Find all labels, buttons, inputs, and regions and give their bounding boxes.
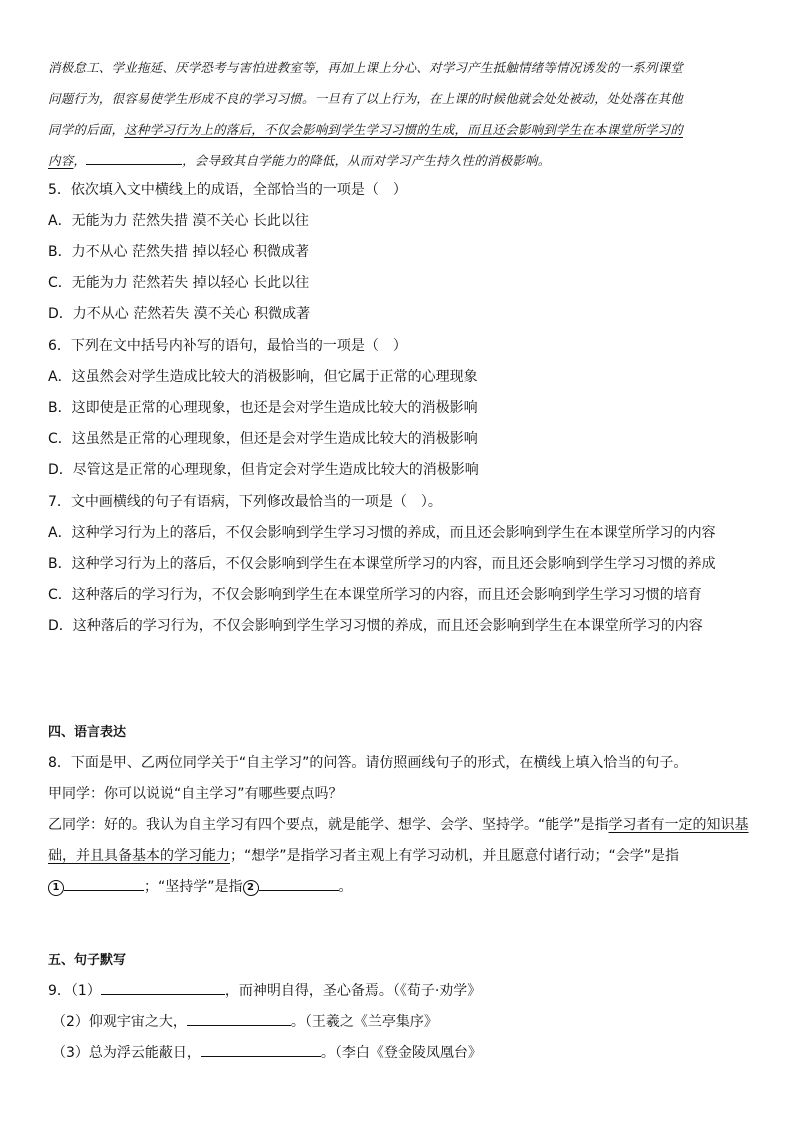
dialogue-text: ；“坚持学”是指 (144, 879, 243, 895)
underlined-model-sentence: 学习者有一定的知识基 (608, 817, 749, 833)
question-stem: 5．依次填入文中横线上的成语，全部恰当的一项是（ ） (48, 182, 407, 198)
question-9-3 (52, 1042, 482, 1062)
question-text: ，而神明自得，圣心备焉。（《荀子·劝学》 (224, 983, 482, 999)
question-text: （3）总为浮云能蔽日， (52, 1045, 201, 1061)
underlined-model-sentence-end: 础，并且具备基本的学习能力 (48, 848, 230, 864)
answer-blank-1[interactable] (64, 876, 144, 891)
option-d[interactable]: D．力不从心 茫然若失 漠不关心 积微成著 (48, 306, 311, 322)
question-label: 9．（1） (48, 983, 101, 999)
option-c[interactable]: C．无能为力 茫然若失 掉以轻心 长此以往 (48, 275, 310, 291)
option-b[interactable]: B．力不从心 茫然失措 掉以轻心 积微成著 (48, 244, 309, 260)
answer-blank[interactable] (201, 1042, 321, 1057)
answer-blank[interactable] (101, 980, 225, 995)
dialogue-text: 。 (338, 879, 353, 895)
option-b[interactable]: B．这即使是正常的心理现象，也还是会对学生造成比较大的消极影响 (48, 400, 478, 416)
question-8-stem: 8．下面是甲、乙两位同学关于“自主学习”的问答。请仿照画线句子的形式，在横线上填入恰当的句子。 (48, 755, 688, 771)
dialogue-text: 乙同学：好的。我认为自主学习有四个要点，就是能学、想学、会学、坚持学。“能学”是指 (48, 817, 609, 833)
section-title: 四、语言表达 (48, 725, 127, 740)
dialogue-yi-line-2 (48, 845, 679, 865)
passage-line-2: 问题行为，很容易使学生形成不良的学习习惯。一旦有了以上行为，在上课的时候他就会处处被动，处处落在其他 (48, 91, 684, 106)
option-a[interactable]: A．这种学习行为上的落后，不仅会影响到学生学习习惯的养成，而且还会影响到学生在本课堂所学习的内容 (48, 525, 716, 541)
question-9-1 (48, 980, 481, 1000)
circled-number-1: 1 (48, 880, 64, 896)
question-stem: 6．下列在文中括号内补写的语句，最恰当的一项是（ ） (48, 338, 407, 354)
underlined-sentence: 这种学习行为上的落后，不仅会影响到学生学习习惯的生成，而且还会影响到学生在本课堂所学习的 (124, 122, 684, 137)
dialogue-text: ；“想学”是指学习者主观上有学习动机，并且愿意付诸行动；“会学”是指 (230, 848, 680, 864)
answer-blank[interactable] (187, 1011, 291, 1026)
question-text: （2）仰观宇宙之大， (52, 1014, 187, 1030)
passage-line-4 (48, 145, 748, 176)
answer-blank-2[interactable] (259, 876, 339, 891)
passage-text: ，会导致其自学能力的降低，从而对学习产生持久性的消极影响。 (182, 153, 551, 168)
passage-text: 同学的后面， (48, 122, 125, 137)
dialogue-yi-line-1 (48, 814, 749, 834)
question-9-2 (52, 1011, 438, 1031)
fill-blank[interactable] (86, 150, 182, 165)
option-c[interactable]: C．这种落后的学习行为，不仅会影响到学生在本课堂所学习的内容，而且还会影响到学生学习习惯的培育 (48, 587, 702, 603)
option-d[interactable]: D．尽管这是正常的心理现象，但肯定会对学生造成比较大的消极影响 (48, 462, 479, 478)
passage-line-3 (48, 114, 748, 145)
question-text: 。（王羲之《兰亭集序》 (290, 1014, 438, 1030)
option-b[interactable]: B．这种学习行为上的落后，不仅会影响到学生在本课堂所学习的内容，而且还会影响到学生学习习惯的养成 (48, 556, 716, 572)
section-title: 五、句子默写 (48, 953, 127, 968)
dialogue-yi-line-3 (48, 876, 353, 896)
dialogue-jia: 甲同学：你可以说说“自主学习”有哪些要点吗？ (48, 786, 343, 802)
option-a[interactable]: A．这虽然会对学生造成比较大的消极影响，但它属于正常的心理现象 (48, 369, 478, 385)
option-d[interactable]: D．这种落后的学习行为，不仅会影响到学生学习习惯的养成，而且还会影响到学生在本课堂所学习的内容 (48, 618, 703, 634)
question-stem: 7．文中画横线的句子有语病，下列修改最恰当的一项是（ ）。 (48, 494, 442, 510)
passage-comma: ， (73, 153, 87, 168)
passage-line-1: 消极怠工、学业拖延、厌学恐考与害怕进教室等，再加上课上分心、对学习产生抵触情绪等情况诱发的一系列课堂 (48, 60, 684, 75)
underlined-sentence-end: 内容 (48, 153, 74, 168)
question-text: 。（李白《登金陵凤凰台》 (320, 1045, 482, 1061)
option-a[interactable]: A．无能为力 茫然失措 漠不关心 长此以往 (48, 213, 309, 229)
option-c[interactable]: C．这虽然是正常的心理现象，但还是会对学生造成比较大的消极影响 (48, 431, 478, 447)
circled-number-2: 2 (243, 880, 259, 896)
